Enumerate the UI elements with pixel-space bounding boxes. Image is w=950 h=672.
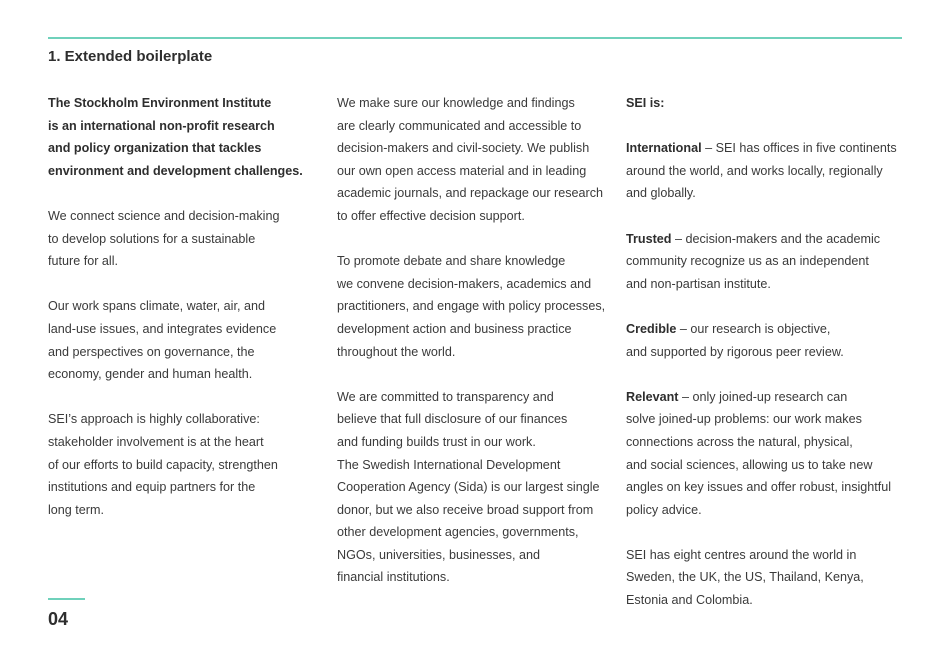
text-line: We connect science and decision-making bbox=[48, 208, 280, 223]
text-line: To promote debate and share knowledge bbox=[337, 254, 566, 269]
top-rule bbox=[48, 37, 902, 39]
mission-paragraph bbox=[48, 205, 318, 273]
centres-paragraph bbox=[626, 544, 916, 612]
international-paragraph bbox=[626, 137, 916, 205]
debate-paragraph bbox=[337, 250, 617, 363]
intro-paragraph bbox=[48, 92, 318, 182]
text-line: stakeholder involvement is at the heart bbox=[48, 434, 264, 449]
term-relevant: Relevant bbox=[626, 389, 679, 404]
text-line bbox=[626, 318, 916, 341]
text-line: our own open access material and in leading bbox=[337, 163, 587, 178]
text-line: and funding builds trust in our work. bbox=[337, 434, 536, 449]
term-credible: Credible bbox=[626, 321, 677, 336]
credible-paragraph bbox=[626, 318, 916, 363]
column-2 bbox=[337, 92, 617, 612]
term-international: International bbox=[626, 141, 702, 156]
term-description: – decision-makers and the academic bbox=[671, 231, 881, 246]
text-line: SEI is: bbox=[626, 96, 665, 110]
column-1 bbox=[48, 92, 318, 544]
text-line: donor, but we also receive broad support from bbox=[337, 502, 594, 517]
text-line: and supported by rigorous peer review. bbox=[626, 344, 844, 359]
trusted-paragraph bbox=[626, 228, 916, 296]
page-number: 04 bbox=[48, 609, 69, 629]
text-line: and non-partisan institute. bbox=[626, 276, 771, 291]
text-line: are clearly communicated and accessible to bbox=[337, 118, 582, 133]
text-line: development action and business practice bbox=[337, 321, 572, 336]
text-line: SEI has eight centres around the world in bbox=[626, 547, 857, 562]
text-line: and perspectives on governance, the bbox=[48, 344, 255, 359]
page-number-rule bbox=[48, 598, 85, 600]
text-line: other development agencies, governments, bbox=[337, 525, 579, 540]
text-line: of our efforts to build capacity, strengthen bbox=[48, 457, 278, 472]
text-line: connections across the natural, physical, bbox=[626, 434, 853, 449]
text-line: angles on key issues and offer robust, insightful bbox=[626, 480, 892, 495]
text-line: to offer effective decision support. bbox=[337, 208, 525, 223]
relevant-paragraph bbox=[626, 386, 916, 522]
text-line: environment and development challenges. bbox=[48, 163, 303, 178]
text-line: practitioners, and engage with policy processes, bbox=[337, 299, 606, 314]
text-line: institutions and equip partners for the bbox=[48, 480, 256, 495]
text-line: We make sure our knowledge and findings bbox=[337, 96, 575, 110]
term-description: – only joined-up research can bbox=[678, 389, 848, 404]
text-line: Cooperation Agency (Sida) is our largest single bbox=[337, 480, 600, 495]
communication-paragraph bbox=[337, 92, 617, 228]
text-line: and policy organization that tackles bbox=[48, 141, 262, 156]
text-line bbox=[626, 386, 916, 409]
term-trusted: Trusted bbox=[626, 231, 672, 246]
term-description: – our research is objective, bbox=[676, 321, 831, 336]
column-3 bbox=[626, 92, 916, 634]
text-line: to develop solutions for a sustainable bbox=[48, 231, 256, 246]
text-line: throughout the world. bbox=[337, 344, 456, 359]
text-line: believe that full disclosure of our finances bbox=[337, 412, 568, 427]
text-line: Sweden, the UK, the US, Thailand, Kenya, bbox=[626, 570, 864, 585]
text-line: SEI’s approach is highly collaborative: bbox=[48, 412, 260, 427]
section-title: 1. Extended boilerplate bbox=[48, 48, 213, 65]
approach-paragraph bbox=[48, 408, 318, 521]
text-line: and social sciences, allowing us to take new bbox=[626, 457, 873, 472]
text-line: economy, gender and human health. bbox=[48, 367, 253, 382]
text-line: and globally. bbox=[626, 186, 696, 201]
sei-is-heading bbox=[626, 92, 916, 115]
text-line: We are committed to transparency and bbox=[337, 389, 554, 404]
text-line bbox=[626, 137, 916, 160]
text-line: future for all. bbox=[48, 254, 118, 269]
text-line: The Swedish International Development bbox=[337, 457, 561, 472]
text-line: The Stockholm Environment Institute bbox=[48, 96, 272, 110]
text-line: we convene decision-makers, academics and bbox=[337, 276, 592, 291]
text-line: Our work spans climate, water, air, and bbox=[48, 299, 265, 314]
text-line: solve joined-up problems: our work makes bbox=[626, 412, 862, 427]
transparency-paragraph bbox=[337, 386, 617, 454]
text-line: long term. bbox=[48, 502, 104, 517]
text-line: academic journals, and repackage our research bbox=[337, 186, 604, 201]
text-line: NGOs, universities, businesses, and bbox=[337, 547, 540, 562]
text-line bbox=[626, 228, 916, 251]
scope-paragraph bbox=[48, 295, 318, 385]
text-line: is an international non-profit research bbox=[48, 118, 275, 133]
funding-paragraph bbox=[337, 454, 617, 590]
text-line: community recognize us as an independent bbox=[626, 254, 869, 269]
term-description: – SEI has offices in five continents bbox=[701, 141, 897, 156]
text-line: around the world, and works locally, regionally bbox=[626, 163, 883, 178]
text-line: land-use issues, and integrates evidence bbox=[48, 321, 277, 336]
text-line: decision-makers and civil-society. We publish bbox=[337, 141, 590, 156]
text-line: financial institutions. bbox=[337, 570, 450, 585]
text-line: Estonia and Colombia. bbox=[626, 593, 753, 608]
text-line: policy advice. bbox=[626, 502, 702, 517]
